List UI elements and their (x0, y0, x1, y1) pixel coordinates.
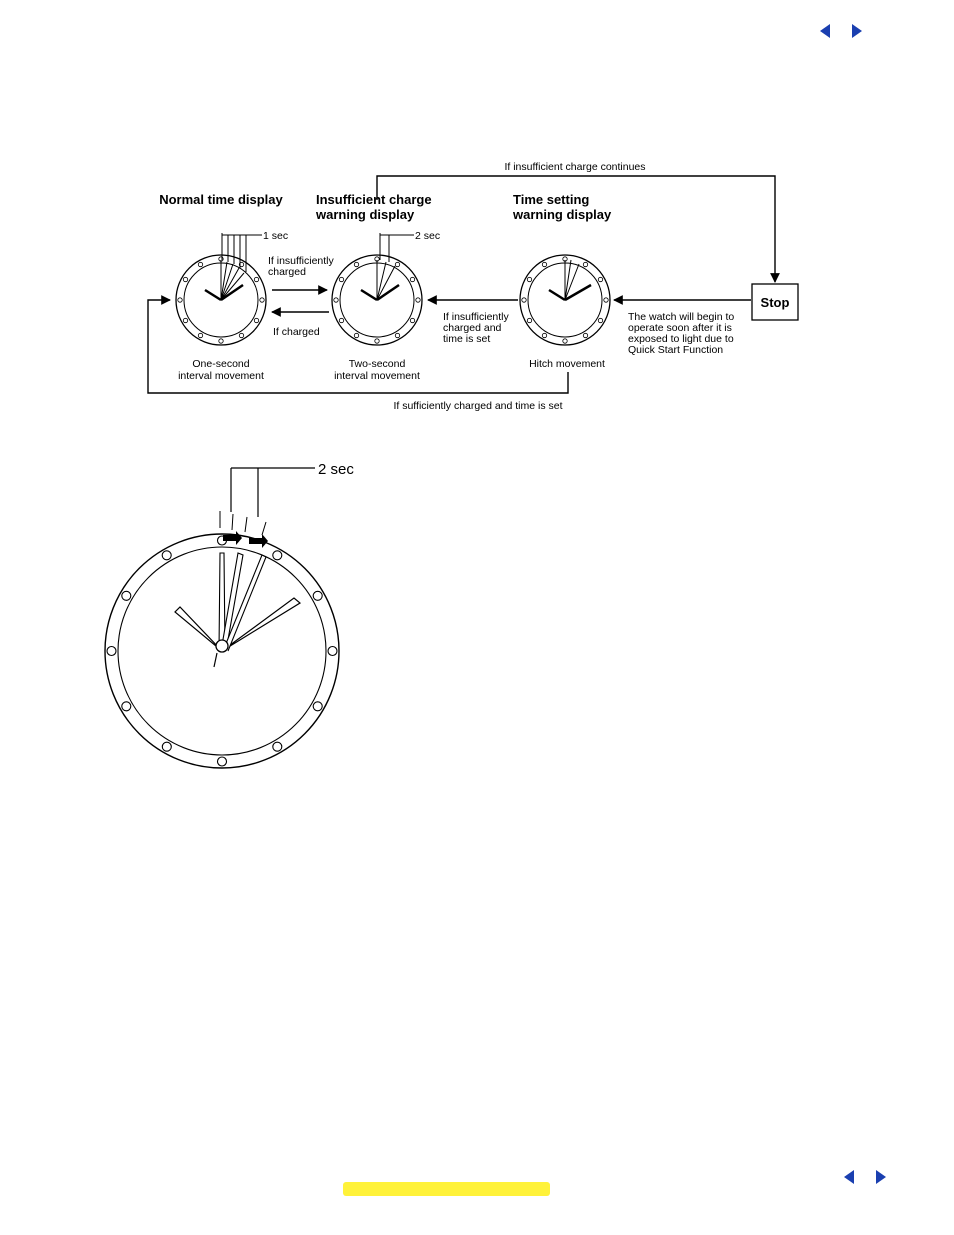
bottom-page-navigation (842, 1169, 888, 1185)
bezel-dot (198, 333, 202, 337)
bezel-dot (395, 262, 399, 266)
arrow-2-to-1-label: If charged (273, 326, 320, 338)
state-2-caption-line2: interval movement (334, 370, 420, 382)
state-3-title-line2: warning display (513, 207, 612, 222)
bezel-dot (410, 318, 414, 322)
stop-label: Stop (760, 295, 790, 310)
arrow-3-to-2-line3: time is set (443, 333, 491, 345)
arrow-1-to-2-line1: If insufficiently (268, 255, 334, 267)
state-2-title-line1: Insufficient charge (316, 192, 432, 207)
bezel-dot (583, 262, 587, 266)
triangle-right-icon[interactable] (874, 1169, 888, 1185)
bezel-dot (313, 702, 322, 711)
watch-time-setting-icon (520, 255, 610, 345)
state-2-caption-line1: Two-second (348, 358, 406, 370)
bezel-dot (254, 318, 258, 322)
bezel-dot (563, 339, 567, 343)
state-1-caption-line2: interval movement (178, 370, 264, 382)
bezel-dot (162, 742, 171, 751)
triangle-left-icon[interactable] (842, 1169, 856, 1185)
detail-interval-label: 2 sec (318, 461, 354, 478)
arrow-stop-to-3-line1: The watch will begin to (628, 311, 735, 323)
bezel-dot (410, 277, 414, 281)
bottom-loop-label: If sufficiently charged and time is set (393, 400, 563, 412)
watch-insufficient-charge-icon (332, 230, 440, 345)
bezel-dot (527, 277, 531, 281)
bezel-dot (598, 318, 602, 322)
bezel-dot (522, 298, 526, 302)
bezel-dot (273, 551, 282, 560)
bezel-dot (334, 298, 338, 302)
arrow-3-to-2-line1: If insufficiently (443, 311, 509, 323)
state-3-caption-line1: Hitch movement (529, 358, 605, 370)
bezel-dot (598, 277, 602, 281)
state-2-title-line2: warning display (316, 207, 415, 222)
state-1-title: Normal time display (159, 192, 283, 207)
arrow-stop-to-3-line3: exposed to light due to (628, 333, 734, 345)
bezel-dot (218, 757, 227, 766)
bezel-dot (122, 702, 131, 711)
bezel-dot (183, 277, 187, 281)
state-2-interval: 2 sec (415, 230, 441, 242)
state-3-title-line1: Time setting (513, 192, 590, 207)
bezel-dot (198, 262, 202, 266)
bezel-dot (107, 647, 116, 656)
state-1-caption-line1: One-second (192, 358, 250, 370)
stop-box (752, 284, 798, 320)
bezel-dot (339, 277, 343, 281)
bezel-dot (183, 318, 187, 322)
bezel-dot (122, 591, 131, 600)
arrow-1-to-2-line2: charged (268, 266, 306, 278)
bezel-dot (239, 333, 243, 337)
bezel-dot (416, 298, 420, 302)
watch-detail-icon (105, 461, 354, 768)
bezel-dot (260, 298, 264, 302)
bezel-dot (354, 262, 358, 266)
bezel-dot (542, 333, 546, 337)
bezel-dot (395, 333, 399, 337)
bezel-dot (328, 647, 337, 656)
bezel-dot (339, 318, 343, 322)
bezel-dot (313, 591, 322, 600)
bezel-dot (273, 742, 282, 751)
bezel-dot (604, 298, 608, 302)
bezel-dot (354, 333, 358, 337)
bezel-dot (219, 339, 223, 343)
bezel-dot (583, 333, 587, 337)
watch-normal-icon (176, 230, 288, 345)
bezel-dot (375, 339, 379, 343)
top-loop-label: If insufficient charge continues (504, 161, 646, 173)
bezel-dot (162, 551, 171, 560)
bezel-dot (527, 318, 531, 322)
highlight-bar (343, 1182, 550, 1196)
state-1-interval: 1 sec (263, 230, 289, 242)
bezel-dot (178, 298, 182, 302)
bezel-dot (254, 277, 258, 281)
arrow-stop-to-3-line4: Quick Start Function (628, 344, 724, 356)
bezel-dot (542, 262, 546, 266)
arrow-stop-to-3-line2: operate soon after it is (628, 322, 732, 334)
arrow-3-to-2-line2: charged and (443, 322, 502, 334)
